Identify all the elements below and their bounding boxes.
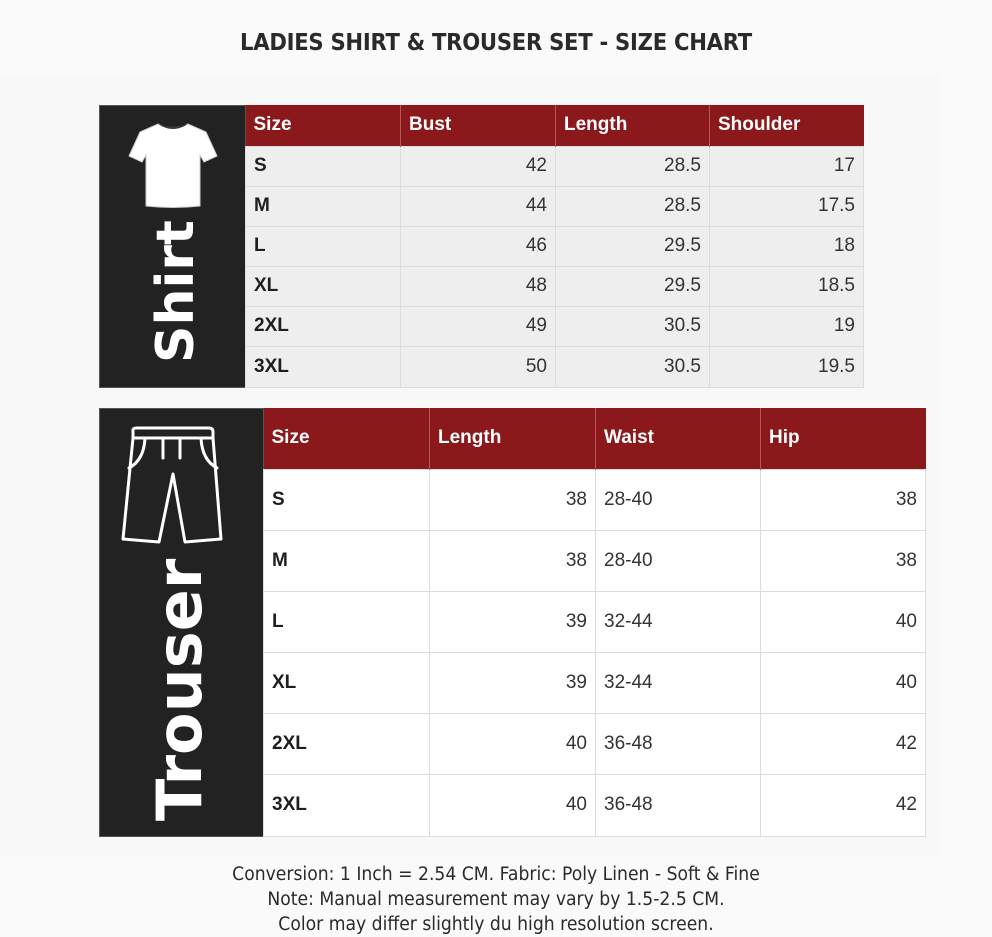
column-header-size: Size: [264, 408, 430, 469]
column-header-bust: Bust: [401, 105, 556, 146]
length-cell: 30.5: [556, 346, 710, 387]
trousers-icon: [121, 426, 227, 548]
length-cell: 40: [430, 774, 596, 836]
table-row: [246, 226, 864, 266]
length-cell: 29.5: [556, 266, 710, 306]
table-row: [264, 774, 926, 836]
bust-cell: 50: [401, 346, 556, 387]
shoulder-cell: 17: [710, 146, 864, 186]
color-note: Color may differ slightly du high resolution screen.: [278, 914, 714, 935]
size-cell: 2XL: [246, 306, 401, 346]
waist-cell: 28-40: [596, 530, 761, 591]
trouser-label: Trouser: [143, 558, 216, 821]
size-cell: S: [246, 146, 401, 186]
hip-cell: 40: [761, 591, 926, 652]
table-row: [246, 146, 864, 186]
size-cell: M: [264, 530, 430, 591]
length-cell: 38: [430, 469, 596, 530]
length-cell: 38: [430, 530, 596, 591]
bust-cell: 48: [401, 266, 556, 306]
column-header-waist: Waist: [596, 408, 761, 469]
length-cell: 40: [430, 713, 596, 774]
table-row: [246, 346, 864, 387]
shirt-side-panel: [99, 105, 246, 388]
footer-notes: [0, 862, 992, 937]
table-row: [264, 530, 926, 591]
table-row: [246, 306, 864, 346]
length-cell: 39: [430, 591, 596, 652]
shoulder-cell: 17.5: [710, 186, 864, 226]
size-cell: L: [246, 226, 401, 266]
waist-cell: 32-44: [596, 591, 761, 652]
hip-cell: 38: [761, 469, 926, 530]
size-cell: XL: [264, 652, 430, 713]
size-cell: S: [264, 469, 430, 530]
bust-cell: 49: [401, 306, 556, 346]
length-cell: 28.5: [556, 146, 710, 186]
tshirt-icon: [128, 120, 218, 210]
waist-cell: 28-40: [596, 469, 761, 530]
size-cell: 3XL: [264, 774, 430, 836]
column-header-size: Size: [246, 105, 401, 146]
shirt-header-row: [246, 105, 864, 146]
hip-cell: 42: [761, 713, 926, 774]
length-cell: 39: [430, 652, 596, 713]
size-cell: M: [246, 186, 401, 226]
table-row: [264, 713, 926, 774]
size-cell: 3XL: [246, 346, 401, 387]
trouser-header-row: [264, 408, 926, 469]
bust-cell: 42: [401, 146, 556, 186]
conversion-note: Conversion: 1 Inch = 2.54 CM. Fabric: Poly Linen - Soft & Fine: [232, 864, 760, 885]
bust-cell: 46: [401, 226, 556, 266]
page-title: LADIES SHIRT & TROUSER SET - SIZE CHART: [240, 30, 752, 56]
shoulder-cell: 18: [710, 226, 864, 266]
column-header-length: Length: [556, 105, 710, 146]
shoulder-cell: 19: [710, 306, 864, 346]
length-cell: 28.5: [556, 186, 710, 226]
table-row: [264, 652, 926, 713]
length-cell: 29.5: [556, 226, 710, 266]
size-cell: L: [264, 591, 430, 652]
shirt-size-table: [245, 105, 864, 388]
bust-cell: 44: [401, 186, 556, 226]
table-row: [246, 186, 864, 226]
waist-cell: 36-48: [596, 713, 761, 774]
hip-cell: 38: [761, 530, 926, 591]
column-header-hip: Hip: [761, 408, 926, 469]
trouser-side-panel: [99, 408, 264, 837]
table-row: [246, 266, 864, 306]
size-cell: XL: [246, 266, 401, 306]
table-row: [264, 591, 926, 652]
column-header-length: Length: [430, 408, 596, 469]
waist-cell: 32-44: [596, 652, 761, 713]
hip-cell: 40: [761, 652, 926, 713]
waist-cell: 36-48: [596, 774, 761, 836]
trouser-size-table: [263, 408, 926, 837]
shirt-label: Shirt: [146, 220, 206, 363]
measurement-note: Note: Manual measurement may vary by 1.5-2.5 CM.: [267, 889, 725, 910]
hip-cell: 42: [761, 774, 926, 836]
shoulder-cell: 19.5: [710, 346, 864, 387]
length-cell: 30.5: [556, 306, 710, 346]
shoulder-cell: 18.5: [710, 266, 864, 306]
table-row: [264, 469, 926, 530]
column-header-shoulder: Shoulder: [710, 105, 864, 146]
size-cell: 2XL: [264, 713, 430, 774]
